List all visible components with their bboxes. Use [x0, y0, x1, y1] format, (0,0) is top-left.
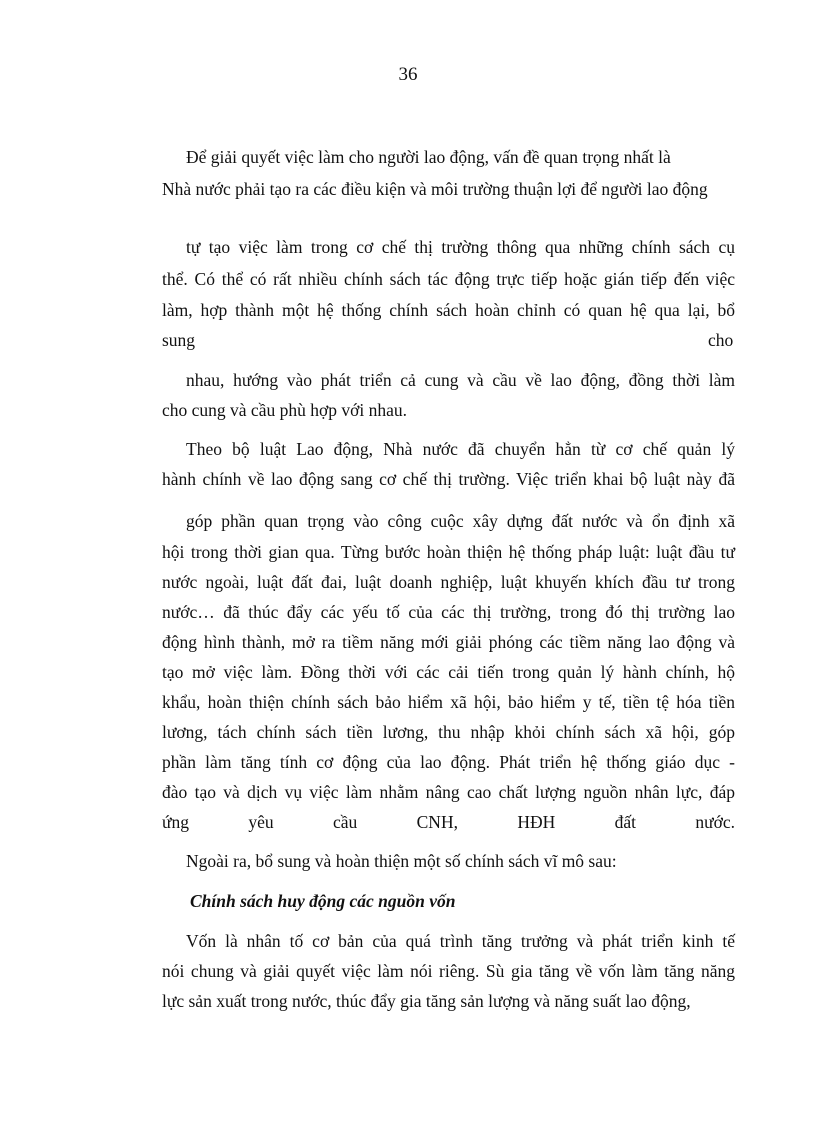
- text-line: lực sản xuất trong nước, thúc đẩy gia tăng sản lượng và năng suất lao động,: [162, 991, 691, 1011]
- section-heading: Chính sách huy động các nguồn vốn: [190, 891, 456, 911]
- text-line: thể. Có thể có rất nhiều chính sách tác động trực tiếp hoặc gián tiếp đến việc: [162, 269, 735, 289]
- text-line: tạo mở việc làm. Đồng thời với các cải tiến trong quản lý hành chính, hộ: [162, 662, 735, 682]
- text-line: khẩu, hoàn thiện chính sách bảo hiểm xã hội, bảo hiểm y tế, tiền tệ hóa tiền: [162, 692, 735, 712]
- page-number: 36: [398, 64, 418, 85]
- text-line: hành chính về lao động sang cơ chế thị trường. Việc triển khai bộ luật này đã: [162, 469, 735, 489]
- text-line: đào tạo và dịch vụ việc làm nhằm nâng cao chất lượng nguồn nhân lực, đáp: [162, 782, 735, 802]
- text-line: Nhà nước phải tạo ra các điều kiện và môi trường thuận lợi để người lao động: [162, 179, 708, 199]
- text-line: Vốn là nhân tố cơ bản của quá trình tăng trưởng và phát triển kinh tế: [186, 931, 735, 951]
- text-line: Ngoài ra, bổ sung và hoàn thiện một số chính sách vĩ mô sau:: [186, 851, 617, 871]
- text-line: Để giải quyết việc làm cho người lao động, vấn đề quan trọng nhất là: [186, 147, 671, 167]
- text-line: góp phần quan trọng vào công cuộc xây dựng đất nước và ổn định xã: [186, 511, 735, 531]
- text-line: nước ngoài, luật đất đai, luật doanh nghiệp, luật khuyến khích đầu tư trong: [162, 572, 735, 592]
- text-line: tự tạo việc làm trong cơ chế thị trường thông qua những chính sách cụ: [186, 237, 735, 257]
- text-line: Theo bộ luật Lao động, Nhà nước đã chuyển hẳn từ cơ chế quản lý: [186, 439, 735, 459]
- text-line: hội trong thời gian qua. Từng bước hoàn thiện hệ thống pháp luật: luật đầu tư: [162, 542, 735, 562]
- text-line: cho cung và cầu phù hợp với nhau.: [162, 400, 407, 420]
- text-line: ứng yêu cầu CNH, HĐH đất nước.: [162, 812, 735, 832]
- text-line: nước… đã thúc đẩy các yếu tố của các thị trường, trong đó thị trường lao: [162, 602, 735, 622]
- text-line: cho: [708, 330, 734, 350]
- text-line: phần làm tăng tính cơ động của lao động. Phát triển hệ thống giáo dục -: [162, 752, 735, 772]
- text-line: nói chung và giải quyết việc làm nói riêng. Sù gia tăng về vốn làm tăng năng: [162, 961, 735, 981]
- text-line: làm, hợp thành một hệ thống chính sách hoàn chỉnh có quan hệ qua lại, bổ: [162, 300, 735, 320]
- text-line: lương, tách chính sách tiền lương, thu nhập khỏi chính sách xã hội, góp: [162, 722, 735, 742]
- text-line: nhau, hướng vào phát triển cả cung và cầu về lao động, đồng thời làm: [186, 370, 735, 390]
- text-line: sung: [162, 330, 196, 350]
- text-line: động hình thành, mở ra tiềm năng mới giải phóng các tiềm năng lao động và: [162, 632, 735, 652]
